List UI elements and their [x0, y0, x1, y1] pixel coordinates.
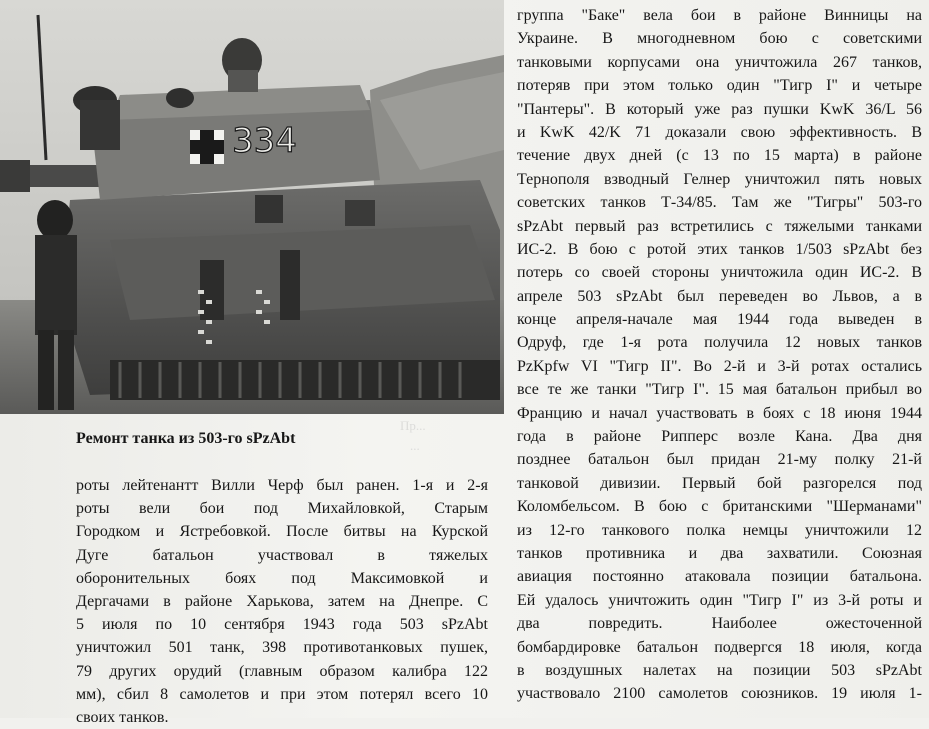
text-line: Городком и Ястребовкой. После битвы на Курской [76, 523, 488, 541]
text-line: потерь со своей стороны уничтожила один ИС-2. В [517, 264, 922, 282]
text-line: своих танков. [76, 708, 169, 726]
text-line: ИС-2. В бою с ротой этих танков 1/503 sPzAbt без [517, 240, 922, 258]
turret-number: 334 [232, 121, 297, 161]
text-line: течение двух дней (с 13 по 15 марта) в районе [517, 147, 922, 165]
text-column-left [76, 474, 488, 729]
text-line: оборонительных боях под Максимовкой и [76, 569, 488, 587]
text-line: "Пантеры". В который уже раз пушки KwK 36/L 56 [517, 100, 922, 118]
text-line: и KwK 42/K 71 доказали свою эффективность. В [517, 123, 922, 141]
text-line: танковой дивизии. Первый бой разгорелся под [517, 474, 922, 492]
text-line: 5 июля по 10 сентября 1943 года 503 sPzAbt [76, 616, 488, 634]
text-line: роты лейтенантт Вилли Черф был ранен. 1-я и 2-я [76, 477, 488, 494]
text-line: конце апреля-начале мая 1944 года выведен в [517, 311, 922, 329]
text-line: Тернополя взводный Гелнер уничтожил пять новых [517, 170, 922, 188]
tank-photo [0, 0, 504, 414]
text-line: 79 других орудий (главным образом калибра 122 [76, 662, 488, 680]
text-line: года в районе Рипперс возле Кана. Два дня [517, 428, 922, 446]
text-line: Коломбельсом. В бою с британскими "Шерманами" [517, 498, 922, 516]
text-line: PzKpfw VI "Тигр II". Во 2-й и 3-й ротах остались [517, 357, 922, 375]
text-line: Дергачами в районе Харькова, затем на Днепре. С [76, 592, 488, 610]
text-line: из 12-го танкового полка немцы уничтожили 12 [517, 521, 922, 539]
text-line: танков противника и два захватили. Союзная [517, 544, 922, 562]
text-line: бомбардировке батальон подвергся 18 июля, когда [517, 638, 922, 656]
text-line: Дуге батальон участвовал в тяжелых [76, 546, 488, 564]
text-line: потеряв при этом только один "Тигр I" и четыре [517, 77, 922, 95]
text-column-right [517, 4, 922, 706]
text-line: Ей удалось уничтожить один "Тигр I" из 3-й роты и [517, 591, 922, 609]
text-line: уничтожил 501 танк, 398 противотанковых пушек, [76, 639, 488, 657]
text-line: Францию и начал участвовать в боях с 18 июня 1944 [517, 404, 922, 422]
text-line: все те же танки "Тигр I". 15 мая батальон прибыл во [517, 381, 922, 399]
book-page: 334 Пр... ... Ремонт танка из 503-го sPzAbt роты лейтенантт Вилли Черф был ранен. 1-я и 2-я роты вели бои под Михайловкой, Старым Городком и Ястребовкой. После битвы на Курской Дуге батальон участвовал в тяжелых оборонительных боях под Максимовкой и Дергачами в районе Харькова, затем на Днепре. С 5 июля по 10 сентября 1943 года 503 sPzAbt уничтожил 501 танк, 398 противотанковых пушек, 79 других орудий (главным образом калибра 122 мм), сбил 8 самолетов и при этом потерял всего 10 своих танков. группа "Баке" вела бои в районе Винницы на Украине. В многодневном бою с советскими танковыми корпусами она уничтожила 267 танков, потеряв при этом только один "Тигр I" и четыре "Пантеры". В который уже раз пушки KwK 36/L 56 и KwK 42/K 71 доказали свою эффективность. В течение двух дней (с 13 по 15 марта) в районе Тернополя взводный Гелнер уничтожил пять новых советских танков Т-34/85. Там же "Тигры" 503-го sPzAbt первый раз встретились с тяжелыми танками ИС-2. В бою с ротой этих танков 1/503 sPzAbt без потерь со своей стороны уничтожила один ИС-2. В апреле 503 sPzAbt был переведен во Львов, а в конце апреля-начале мая 1944 года выведен в Одруф, где 1-я рота получила 12 новых танков PzKpfw VI "Тигр II". Во 2-й и 3-й ротах остались все те же танки "Тигр I". 15 мая батальон прибыл во Францию и начал участвовать в боях с 18 июня 1944 года в районе Рипперс возле Кана. Два дня позднее батальон был придан 21-му полку 21-й танковой дивизии. Первый бой разгорелся под Коломбельсом. В бою с британскими "Шерманами" из 12-го танкового полка немцы уничтожили 12 танков противника и два захватили. Союзная авиация постоянно атаковала позиции батальона. Ей удалось уничтожить один "Тигр I" из 3-й роты и два повредить. Наиболее ожесточенной бомбардировке батальон подвергся 18 июля, когда в воздушных налетах на позиции 503 sPzAbt участвовало 2100 самолетов союзников. 19 июля 1- [0, 0, 929, 718]
text-line: танковыми корпусами она уничтожила 267 танков, [517, 53, 922, 71]
photo-caption: Ремонт танка из 503-го sPzAbt [76, 430, 296, 447]
text-line: Одруф, где 1-я рота получила 12 новых танков [517, 334, 922, 352]
text-line: в воздушных налетах на позиции 503 sPzAbt [517, 661, 922, 679]
text-line: sPzAbt первый раз встретились с тяжелыми танками [517, 217, 922, 235]
text-line: роты вели бои под Михайловкой, Старым [76, 500, 488, 518]
text-line: два повредить. Наиболее ожесточенной [517, 615, 922, 633]
text-line: апреле 503 sPzAbt был переведен во Львов, а в [517, 287, 922, 305]
text-line: позднее батальон был придан 21-му полку 21-й [517, 451, 922, 469]
text-line: Украине. В многодневном бою с советскими [517, 30, 922, 48]
text-line: участвовало 2100 самолетов союзников. 19 июля 1- [517, 685, 922, 703]
text-line: группа "Баке" вела бои в районе Винницы на [517, 7, 922, 24]
text-line: советских танков Т-34/85. Там же "Тигры" 503-го [517, 194, 922, 212]
text-line: мм), сбил 8 самолетов и при этом потерял всего 10 [76, 685, 488, 703]
text-line: авиация постоянно атаковала позиции батальона. [517, 568, 922, 586]
